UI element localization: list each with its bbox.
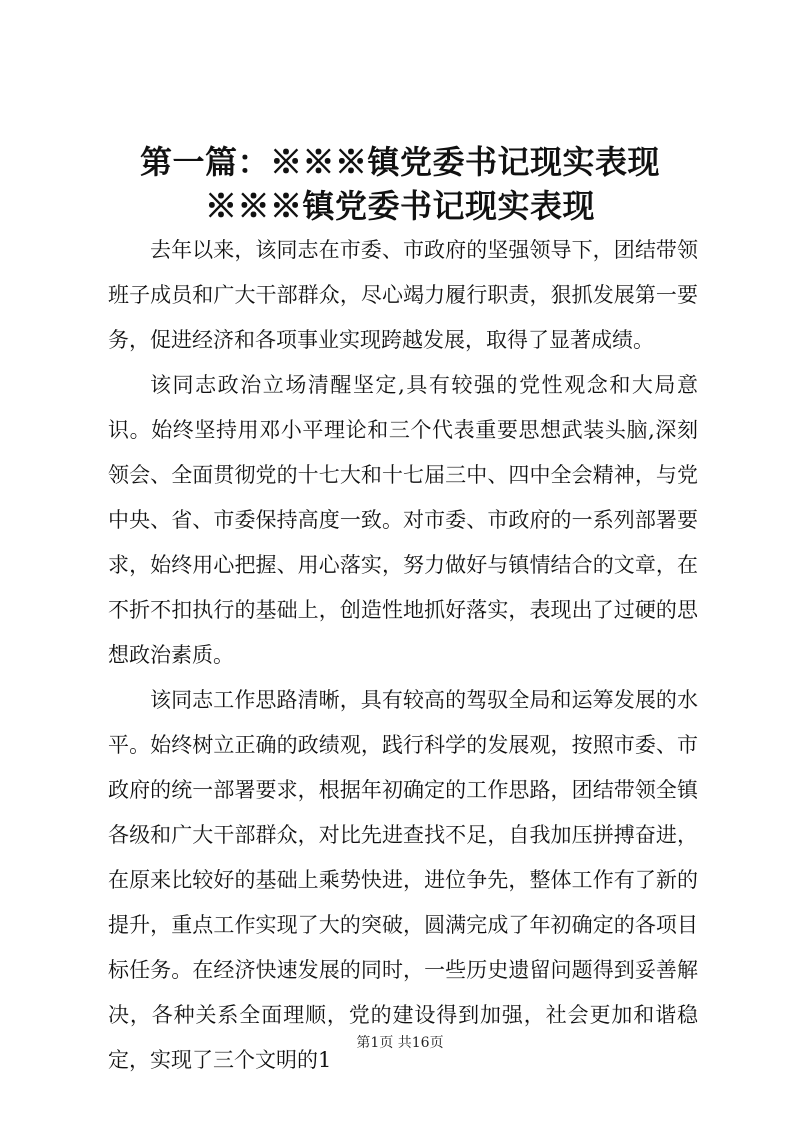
paragraph-2: 该同志政治立场清醒坚定,具有较强的党性观念和大局意识。始终坚持用邓小平理论和三个代表重要思想武装头脑,深刻领会、全面贯彻党的十七大和十七届三中、四中全会精神，与党中央、省、市委保持高度一致。对市委、市政府的一系列部署要求，始终用心把握、用心落实，努力做好与镇情结合的文章，在不折不扣执行的基础上，创造性地抓好落实，表现出了过硬的思想政治素质。 — [108, 373, 698, 667]
paragraph-1: 去年以来，该同志在市委、市政府的坚强领导下，团结带领班子成员和广大干部群众，尽心竭力履行职责，狠抓发展第一要务，促进经济和各项事业实现跨越发展，取得了显著成绩。 — [108, 238, 698, 352]
document-title: 第一篇：※※※镇党委书记现实表现※※※镇党委书记现实表现 — [139, 143, 660, 225]
page-footer: 第1页 共16页 — [356, 1035, 444, 1051]
document-body — [108, 228, 698, 1083]
paragraph-3: 该同志工作思路清晰，具有较高的驾驭全局和运筹发展的水平。始终树立正确的政绩观，践行科学的发展观，按照市委、市政府的统一部署要求，根据年初确定的工作思路，团结带领全镇各级和广大干部群众，对比先进查找不足，自我加压拼搏奋进，在原来比较好的基础上乘势快进，进位争先，整体工作有了新的提升，重点工作实现了大的突破，圆满完成了年初确定的各项目标任务。在经济快速发展的同时，一些历史遗留问题得到妥善解决，各种关系全面理顺，党的建设得到加强，社会更加和谐稳定，实现了三个文明的1 — [108, 688, 698, 1072]
